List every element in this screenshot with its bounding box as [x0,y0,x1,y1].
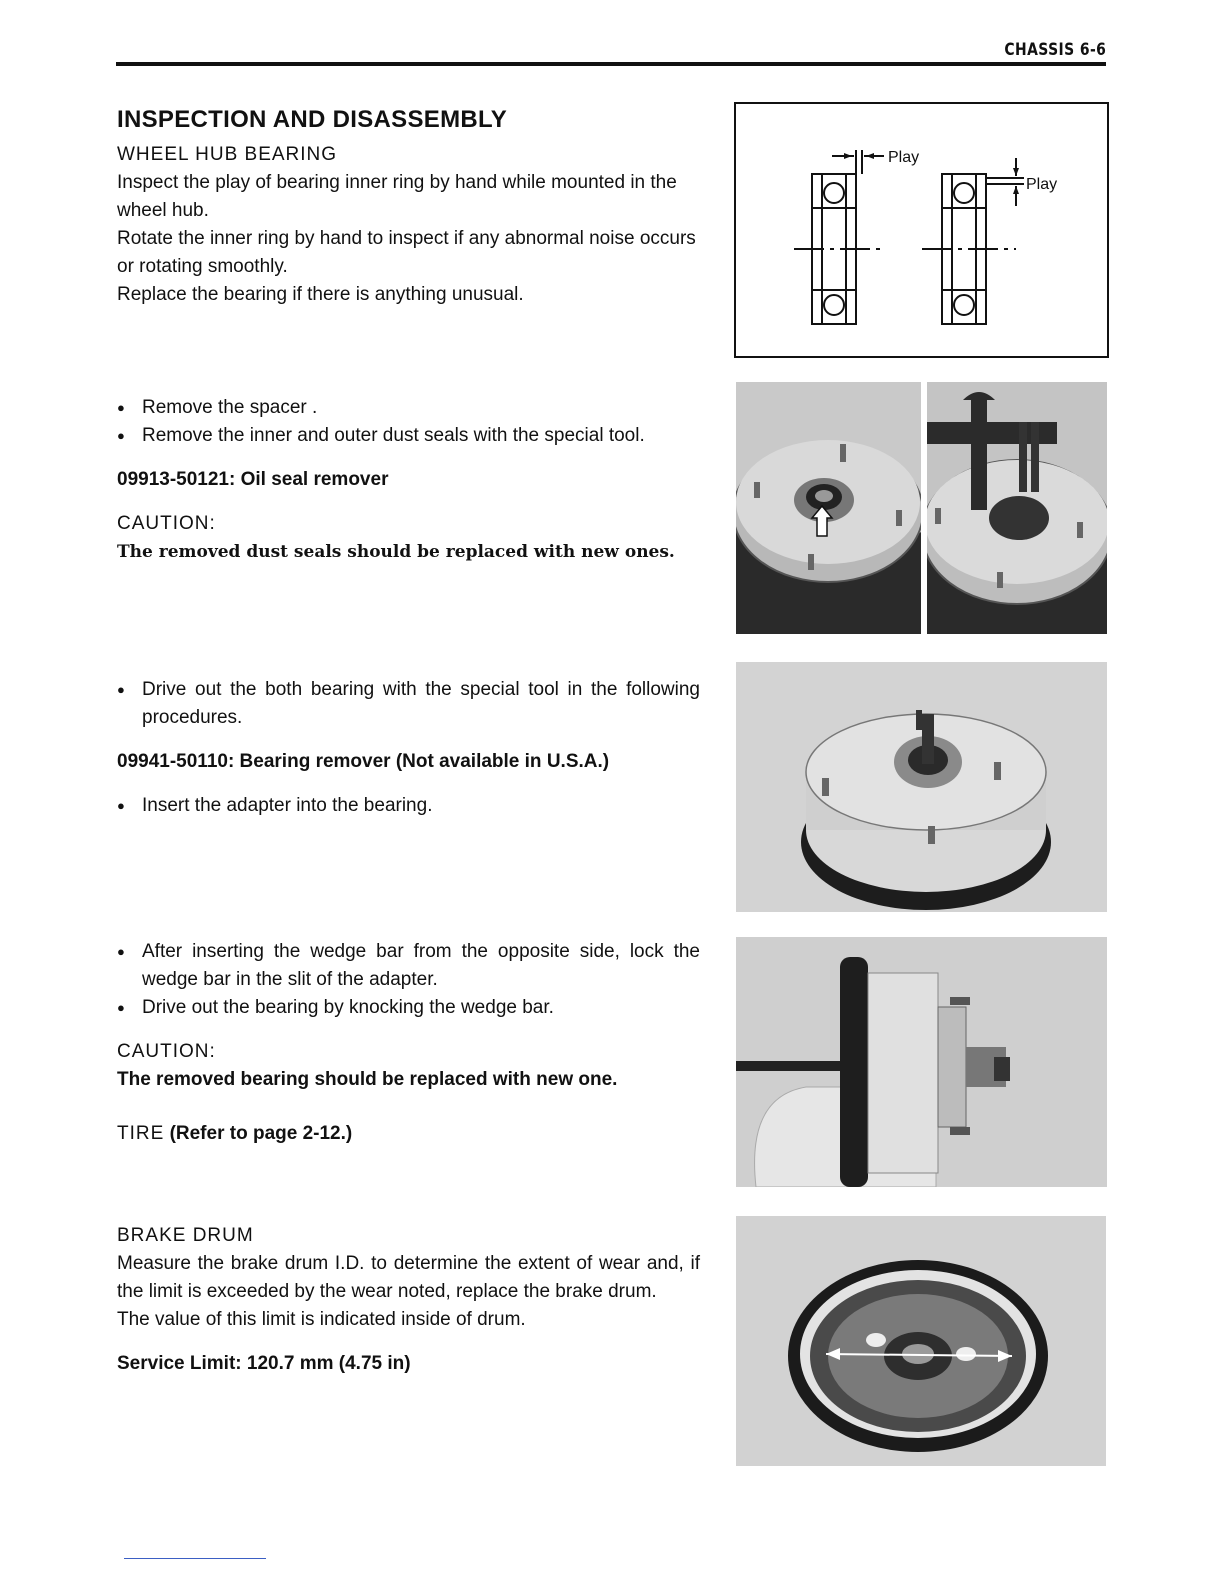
wheel-hub-bearing-heading: WHEEL HUB BEARING [117,144,338,165]
page-header-title: CHASSIS 6-6 [1004,40,1106,60]
brake-drum-heading: BRAKE DRUM [117,1225,254,1246]
bullet-remove-dust-seals: ● Remove the inner and outer dust seals with the special tool. [117,422,700,450]
dust-seal-section [117,394,700,566]
drive-out-section [117,676,700,820]
brake-drum-paragraph-1: Measure the brake drum I.D. to determine the extent of wear and, if the limit is exceeded by the wear noted, replace the brake drum. [117,1253,700,1302]
caution-text-bearing: The removed bearing should be replaced with new one. [117,1069,618,1090]
photo-brake-drum [736,1216,1106,1466]
wheel-hub-paragraph-1: Inspect the play of bearing inner ring by hand while mounted in the wheel hub. [117,172,677,221]
bullet-remove-spacer: ● Remove the spacer . [117,394,700,422]
wedge-bar-section [117,938,700,1148]
bullet-insert-wedge-bar: ● After inserting the wedge bar from the opposite side, lock the wedge bar in the slit of the adapter. [117,938,700,994]
bullet-drive-out-bearing: ● Drive out the both bearing with the special tool in the following procedures. [117,676,700,732]
bearing-play-drawing [736,104,1107,356]
play-label-left: Play [888,149,920,166]
tire-heading: TIRE [117,1123,165,1144]
wheel-hub-paragraph-2: Rotate the inner ring by hand to inspect if any abnormal noise occurs or rotating smoothly. [117,228,696,277]
bearing-remover-tool: 09941-50110: Bearing remover (Not available in U.S.A.) [117,751,610,772]
wheel-hub-bearing-section [117,141,700,309]
oil-seal-remover-tool: 09913-50121: Oil seal remover [117,469,389,490]
caution-label-2: CAUTION: [117,1041,216,1062]
bullet-knock-wedge-bar: ● Drive out the bearing by knocking the wedge bar. [117,994,700,1022]
wheel-hub-paragraph-3: Replace the bearing if there is anything unusual. [117,284,524,305]
section-heading: INSPECTION AND DISASSEMBLY [117,106,508,133]
header-rule [116,62,1106,66]
footer-line [124,1558,266,1559]
caution-text-dust-seals: The removed dust seals should be replaced with new ones. [117,542,675,562]
photo-oil-seal-remover [927,382,1107,634]
bullet-insert-adapter: ● Insert the adapter into the bearing. [117,792,700,820]
tire-page-ref: (Refer to page 2-12.) [169,1123,353,1144]
photo-hub-dust-seal [736,382,921,634]
play-label-right: Play [1026,176,1058,193]
brake-drum-paragraph-2: The value of this limit is indicated inside of drum. [117,1309,526,1330]
bearing-play-diagram [734,102,1109,358]
tire-reference [117,1120,700,1148]
brake-drum-service-limit: Service Limit: 120.7 mm (4.75 in) [117,1353,411,1374]
caution-label-1: CAUTION: [117,513,216,534]
photo-wedge-bar [736,937,1107,1187]
photo-adapter-in-bearing [736,662,1107,912]
brake-drum-section [117,1222,700,1378]
